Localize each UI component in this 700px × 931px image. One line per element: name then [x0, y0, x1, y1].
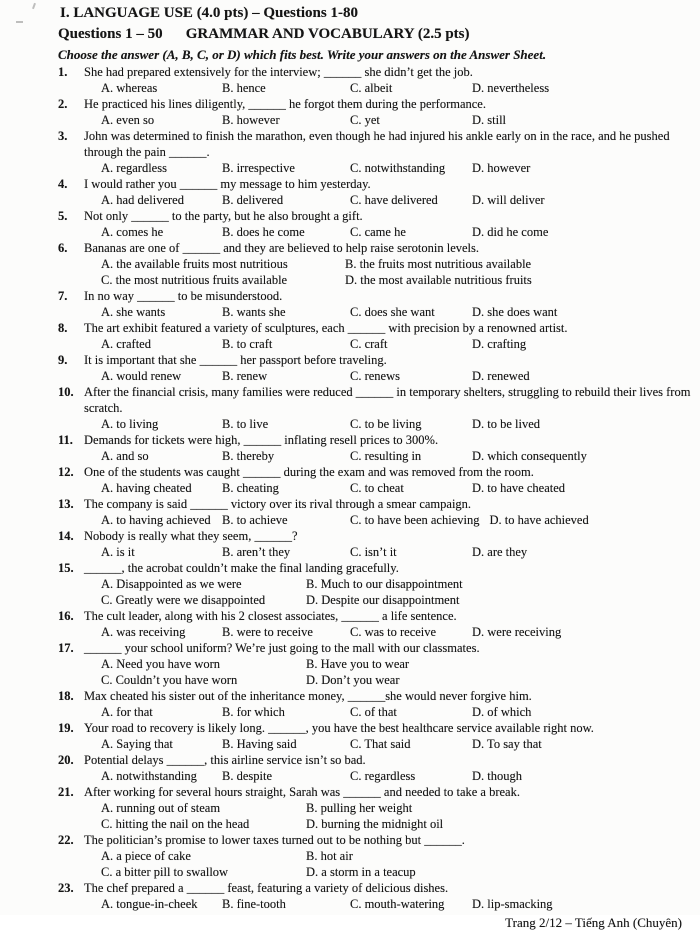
question-number: 7. [58, 289, 68, 303]
question-text: The art exhibit featured a variety of sculptures, each ______ with precision by a renowned artist. [84, 321, 568, 335]
answer-option: A. was receiving [101, 625, 186, 639]
answer-option: A. for that [101, 705, 153, 719]
answer-option: A. whereas [101, 81, 158, 95]
question-number: 15. [58, 561, 74, 575]
answer-option: D. are they [472, 545, 528, 559]
answer-option: C. That said [350, 737, 411, 751]
answer-option: B. hence [222, 81, 266, 95]
answer-option: A. had delivered [101, 193, 184, 207]
answer-option: D. which consequently [472, 449, 587, 463]
answer-option: A. Disappointed as we were [101, 577, 242, 591]
answer-option: C. the most nutritious fruits available [101, 273, 288, 287]
answer-option: B. the fruits most nutritious available [345, 257, 532, 271]
answer-option: D. though [472, 769, 522, 783]
question-number: 13. [58, 497, 74, 511]
question-text: Nobody is really what they seem, ______? [84, 529, 298, 543]
question-text: Potential delays ______, this airline service isn’t so bad. [84, 753, 366, 767]
question-item [58, 352, 696, 384]
answer-option: A. running out of steam [101, 801, 221, 815]
question-text: Bananas are one of ______ and they are believed to help raise serotonin levels. [84, 241, 480, 255]
answer-option: C. craft [350, 337, 388, 351]
answer-option: D. to be lived [472, 417, 541, 431]
question-text: ______ your school uniform? We’re just going to the mall with our classmates. [84, 641, 480, 655]
answer-option: A. Need you have worn [101, 657, 221, 671]
answer-option: B. Having said [222, 737, 297, 751]
question-item [58, 240, 696, 288]
answer-option: D. burning the midnight oil [306, 817, 444, 831]
answer-option: B. pulling her weight [306, 801, 413, 815]
answer-option: B. wants she [222, 305, 286, 319]
answer-option: C. renews [350, 369, 400, 383]
question-number: 3. [58, 129, 68, 143]
answer-option: C. of that [350, 705, 397, 719]
answer-option: D. crafting [472, 337, 527, 351]
answer-option: D. nevertheless [472, 81, 550, 95]
answer-option: D. however [472, 161, 531, 175]
scan-artifact [32, 3, 36, 9]
question-item [58, 528, 696, 560]
answer-option: D. the most available nutritious fruits [345, 273, 532, 287]
question-item [58, 784, 696, 832]
answer-option: B. hot air [306, 849, 353, 863]
question-text: In no way ______ to be misunderstood. [84, 289, 283, 303]
question-number: 4. [58, 177, 68, 191]
answer-option: A. having cheated [101, 481, 192, 495]
answer-option: D. Don’t you wear [306, 673, 400, 687]
question-number: 9. [58, 353, 68, 367]
question-options [101, 160, 696, 176]
question-text: John was determined to finish the marathon, even though he had injured his ankle early on in the race, and he pushed through the pain ______. [84, 129, 670, 159]
question-text: After the financial crisis, many families were reduced ______ in temporary shelters, struggling to rebuild their lives from scratch. [84, 385, 691, 415]
question-item [58, 288, 696, 320]
question-number: 8. [58, 321, 68, 335]
question-text: The company is said ______ victory over its rival through a smear campaign. [84, 497, 472, 511]
answer-option: A. to living [101, 417, 159, 431]
question-text: The cult leader, along with his 2 closest associates, ______ a life sentence. [84, 609, 457, 623]
answer-option: A. notwithstanding [101, 769, 197, 783]
answer-option: D. she does want [472, 305, 558, 319]
question-text: After working for several hours straight, Sarah was ______ and needed to take a break. [84, 785, 520, 799]
answer-option: C. isn’t it [350, 545, 397, 559]
question-item [58, 384, 696, 432]
question-item [58, 752, 696, 784]
answer-option: B. despite [222, 769, 272, 783]
question-item [58, 128, 696, 176]
question-item [58, 720, 696, 752]
question-options [101, 896, 696, 912]
question-item [58, 688, 696, 720]
question-item [58, 640, 696, 688]
answer-option: A. and so [101, 449, 149, 463]
question-options [101, 80, 696, 96]
question-number: 23. [58, 881, 74, 895]
question-number: 16. [58, 609, 74, 623]
question-options [101, 336, 696, 352]
question-text: Max cheated his sister out of the inheritance money, ______she would never forgive him. [84, 689, 532, 703]
question-text: Not only ______ to the party, but he also brought a gift. [84, 209, 363, 223]
answer-option: C. resulting in [350, 449, 422, 463]
answer-option: A. tongue-in-cheek [101, 897, 198, 911]
answer-option: C. was to receive [350, 625, 437, 639]
question-text: The chef prepared a ______ feast, featuring a variety of delicious dishes. [84, 881, 449, 895]
question-options [101, 544, 696, 560]
question-number: 18. [58, 689, 74, 703]
answer-option: A. the available fruits most nutritious [101, 257, 288, 271]
answer-option: B. irrespective [222, 161, 295, 175]
question-text: Your road to recovery is likely long. ______, you have the best healthcare service available right now. [84, 721, 594, 735]
answer-option: B. thereby [222, 449, 275, 463]
answer-option: A. would renew [101, 369, 182, 383]
question-text: I would rather you ______ my message to him yesterday. [84, 177, 371, 191]
question-text: ______, the acrobat couldn’t make the final landing gracefully. [84, 561, 399, 575]
answer-option: B. delivered [222, 193, 284, 207]
answer-option: B. to craft [222, 337, 273, 351]
page-footer: Trang 2/12 – Tiếng Anh (Chuyên) [505, 915, 682, 930]
answer-option: C. Couldn’t you have worn [101, 673, 238, 687]
answer-option: D. of which [472, 705, 532, 719]
answer-option: B. fine-tooth [222, 897, 286, 911]
question-item [58, 64, 696, 96]
question-number: 19. [58, 721, 74, 735]
answer-option: D. were receiving [472, 625, 562, 639]
answer-option: D. Despite our disappointment [306, 593, 460, 607]
question-options [101, 304, 696, 320]
scan-artifact [16, 21, 23, 23]
part-header [58, 25, 700, 44]
answer-option: C. came he [350, 225, 406, 239]
question-options [101, 736, 696, 752]
question-number: 14. [58, 529, 74, 543]
answer-option: C. notwithstanding [350, 161, 446, 175]
answer-option: B. aren’t they [222, 545, 291, 559]
answer-option: B. Have you to wear [306, 657, 410, 671]
question-text: It is important that she ______ her passport before traveling. [84, 353, 387, 367]
question-number: 1. [58, 65, 68, 79]
question-options [101, 448, 696, 464]
question-text: She had prepared extensively for the interview; ______ she didn’t get the job. [84, 65, 473, 79]
answer-option: C. Greatly were we disappointed [101, 593, 266, 607]
answer-option: D. To say that [472, 737, 542, 751]
answer-option: B. does he come [222, 225, 305, 239]
question-list [0, 64, 700, 912]
question-text: The politician’s promise to lower taxes turned out to be nothing but ______. [84, 833, 465, 847]
section-title: I. LANGUAGE USE (4.0 pts) – Questions 1-80 [60, 5, 358, 21]
answer-option: A. crafted [101, 337, 151, 351]
answer-option: B. cheating [222, 481, 279, 495]
question-number: 10. [58, 385, 74, 399]
question-number: 2. [58, 97, 68, 111]
question-item [58, 96, 696, 128]
question-item [58, 608, 696, 640]
question-item [58, 832, 696, 880]
question-options [101, 416, 696, 432]
question-options [101, 112, 696, 128]
question-item [58, 176, 696, 208]
question-item [58, 880, 696, 912]
answer-option: C. albeit [350, 81, 393, 95]
question-item [58, 560, 696, 608]
answer-option: B. however [222, 113, 280, 127]
question-item [58, 432, 696, 464]
question-number: 21. [58, 785, 74, 799]
answer-option: C. have delivered [350, 193, 438, 207]
question-options [101, 768, 696, 784]
answer-option: D. to have achieved [489, 513, 589, 527]
answer-option: B. renew [222, 369, 268, 383]
question-options [101, 480, 696, 496]
question-number: 6. [58, 241, 68, 255]
question-options [101, 800, 696, 832]
question-item [58, 496, 696, 528]
question-options [101, 848, 696, 880]
question-options [101, 192, 696, 208]
answer-option: C. to cheat [350, 481, 404, 495]
answer-option: A. is it [101, 545, 135, 559]
answer-option: D. still [472, 113, 507, 127]
answer-option: A. she wants [101, 305, 166, 319]
question-number: 5. [58, 209, 68, 223]
question-number: 12. [58, 465, 74, 479]
answer-option: A. regardless [101, 161, 167, 175]
answer-option: C. hitting the nail on the head [101, 817, 250, 831]
question-item [58, 320, 696, 352]
question-item [58, 464, 696, 496]
question-options [101, 256, 696, 288]
answer-option: B. for which [222, 705, 285, 719]
answer-option: D. a storm in a teacup [306, 865, 416, 879]
answer-option: A. Saying that [101, 737, 173, 751]
question-number: 17. [58, 641, 74, 655]
answer-option: C. to have been achieving [350, 513, 480, 527]
answer-option: C. yet [350, 113, 380, 127]
question-options [101, 624, 696, 640]
answer-option: C. to be living [350, 417, 422, 431]
answer-option: A. a piece of cake [101, 849, 191, 863]
question-number: 22. [58, 833, 74, 847]
part-title: GRAMMAR AND VOCABULARY (2.5 pts) [185, 26, 470, 42]
answer-option: C. regardless [350, 769, 416, 783]
answer-option: B. were to receive [222, 625, 313, 639]
answer-option: D. will deliver [472, 193, 545, 207]
question-options [101, 656, 696, 688]
answer-option: A. to having achieved [101, 513, 211, 527]
answer-option: C. mouth-watering [350, 897, 445, 911]
answer-option: B. to live [222, 417, 269, 431]
question-options [101, 512, 696, 528]
question-options [101, 224, 696, 240]
question-range: Questions 1 – 50 [58, 26, 163, 42]
answer-option: C. does she want [350, 305, 435, 319]
question-text: He practiced his lines diligently, ______ he forgot them during the performance. [84, 97, 486, 111]
question-number: 11. [58, 433, 73, 447]
answer-option: D. lip-smacking [472, 897, 553, 911]
question-number: 20. [58, 753, 74, 767]
question-item [58, 208, 696, 240]
answer-option: D. renewed [472, 369, 530, 383]
answer-option: D. to have cheated [472, 481, 566, 495]
question-options [101, 576, 696, 608]
question-options [101, 704, 696, 720]
answer-option: B. Much to our disappointment [306, 577, 463, 591]
question-options [101, 368, 696, 384]
answer-option: A. even so [101, 113, 155, 127]
question-text: One of the students was caught ______ during the exam and was removed from the room. [84, 465, 534, 479]
question-text: Demands for tickets were high, ______ inflating resell prices to 300%. [84, 433, 439, 447]
answer-option: C. a bitter pill to swallow [101, 865, 229, 879]
instructions: Choose the answer (A, B, C, or D) which fits best. Write your answers on the Answer Sheet. [58, 47, 547, 62]
answer-option: A. comes he [101, 225, 164, 239]
answer-option: B. to achieve [222, 513, 288, 527]
answer-option: D. did he come [472, 225, 549, 239]
